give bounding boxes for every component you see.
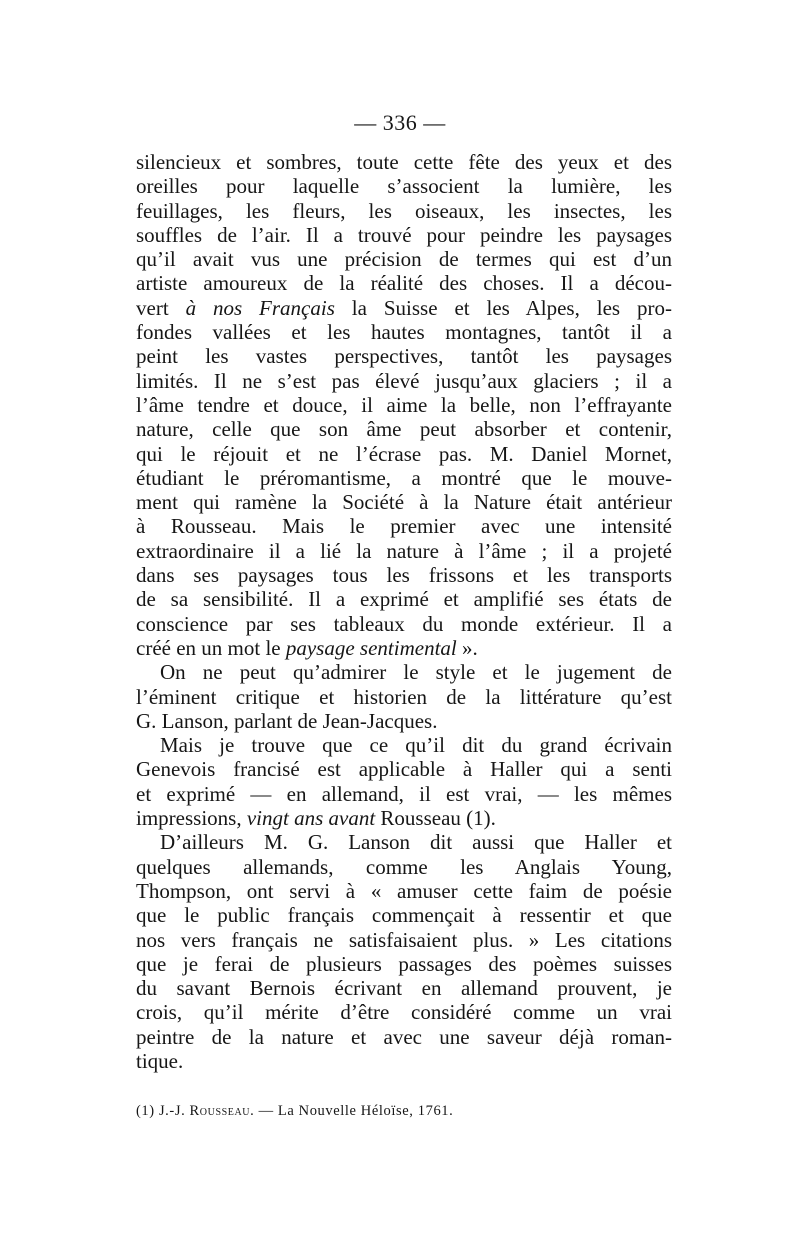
text-segment: oreilles pour laquelle s’associent la lumière, les: [136, 174, 672, 199]
text-line: [136, 1000, 672, 1024]
text-segment: nos vers français ne satisfaisaient plus. » Les citations: [136, 927, 672, 952]
text-line: [136, 271, 672, 295]
text-segment: créé en un mot le: [136, 635, 286, 660]
text-segment: que je ferai de plusieurs passages des poèmes suisses: [136, 951, 672, 976]
footnote-separator: . —: [250, 1103, 278, 1119]
text-line: [136, 1025, 672, 1049]
text-line: [136, 928, 672, 952]
italic-text: vingt ans avant: [246, 806, 376, 831]
footnote-work: La Nouvelle Héloïse, 1761.: [277, 1103, 454, 1119]
text-segment: silencieux et sombres, toute cette fête des yeux et des: [136, 150, 672, 174]
italic-text: à nos Français: [185, 295, 335, 320]
text-segment: extraordinaire il a lié la nature à l’âme ; il a projeté: [136, 538, 672, 563]
text-segment: artiste amoureux de la réalité des choses. Il a décou-: [136, 271, 672, 296]
text-segment: Thompson, ont servi à « amuser cette faim de poésie: [136, 878, 672, 903]
text-segment: vert: [136, 295, 186, 320]
text-segment: D’ailleurs M. G. Lanson dit aussi que Haller et: [160, 830, 672, 855]
text-line: [136, 903, 672, 927]
text-line: [136, 344, 672, 368]
page-number: — 336 —: [354, 110, 446, 135]
text-line: [136, 685, 672, 709]
text-line: [136, 976, 672, 1000]
text-segment: Genevois francisé est applicable à Haller qui a senti: [136, 757, 672, 782]
text-segment: l’éminent critique et historien de la littérature qu’est: [136, 684, 672, 709]
text-segment: peint les vastes perspectives, tantôt les paysages: [136, 344, 672, 369]
text-line: [136, 174, 672, 198]
text-segment: fondes vallées et les hautes montagnes, tantôt il a: [136, 320, 672, 345]
text-segment: G. Lanson, parlant de Jean-Jacques.: [136, 708, 438, 733]
text-line: [136, 612, 672, 636]
text-line: [136, 539, 672, 563]
text-line: [136, 393, 672, 417]
text-segment: tique.: [136, 1048, 184, 1073]
text-segment: qu’il avait vus une précision de termes qui est d’un: [136, 247, 672, 272]
text-line: [136, 296, 672, 320]
text-segment: dans ses paysages tous les frissons et les transports: [136, 563, 672, 588]
text-segment: conscience par ses tableaux du monde extérieur. Il a: [136, 611, 672, 636]
text-segment: la Suisse et les Alpes, les pro-: [334, 295, 672, 320]
text-line: [136, 587, 672, 611]
footnote-marker: (1): [136, 1103, 159, 1119]
text-segment: étudiant le préromantisme, a montré que le mouve-: [136, 465, 672, 490]
text-line: [136, 879, 672, 903]
footnote: [136, 1101, 453, 1121]
text-line: [136, 733, 672, 757]
text-line: [136, 709, 672, 733]
text-line: [136, 660, 672, 684]
text-segment: peintre de la nature et avec une saveur déjà roman-: [136, 1024, 672, 1049]
text-line: [136, 490, 672, 514]
italic-text: paysage sentimental: [285, 635, 457, 660]
text-segment: Mais je trouve que ce qu’il dit du grand écrivain: [160, 733, 672, 758]
text-segment: et exprimé — en allemand, il est vrai, — les mêmes: [136, 781, 672, 806]
text-line: [136, 223, 672, 247]
text-line: [136, 320, 672, 344]
text-line: [136, 199, 672, 223]
text-line: [136, 369, 672, 393]
text-segment: souffles de l’air. Il a trouvé pour peindre les paysages: [136, 222, 672, 247]
text-line: [136, 442, 672, 466]
text-line: [136, 757, 672, 781]
text-line: [136, 855, 672, 879]
text-line: [136, 830, 672, 854]
footnote-author: J.-J. Rousseau: [158, 1103, 251, 1119]
text-line: [136, 806, 672, 830]
text-segment: On ne peut qu’admirer le style et le jugement de: [160, 660, 672, 685]
text-segment: que le public français commençait à ressentir et que: [136, 903, 672, 928]
text-line: [136, 466, 672, 490]
text-segment: limités. Il ne s’est pas élevé jusqu’aux glaciers ; il a: [136, 368, 672, 393]
text-segment: qui le réjouit et ne l’écrase pas. M. Daniel Mornet,: [136, 441, 672, 466]
text-line: [136, 563, 672, 587]
text-segment: du savant Bernois écrivant en allemand prouvent, je: [136, 976, 672, 1001]
text-line: [136, 514, 672, 538]
text-segment: Rousseau (1).: [375, 806, 496, 831]
text-line: [136, 1049, 672, 1073]
text-line: [136, 952, 672, 976]
text-segment: ment qui ramène la Société à la Nature était antérieur: [136, 490, 672, 515]
text-segment: impressions,: [136, 806, 247, 831]
text-line: [136, 417, 672, 441]
text-segment: à Rousseau. Mais le premier avec une intensité: [136, 514, 672, 539]
body-text: [136, 150, 672, 1073]
text-segment: quelques allemands, comme les Anglais Young,: [136, 854, 672, 879]
text-segment: de sa sensibilité. Il a exprimé et amplifié ses états de: [136, 587, 672, 612]
text-segment: ».: [456, 635, 478, 660]
text-segment: feuillages, les fleurs, les oiseaux, les insectes, les: [136, 198, 672, 223]
text-line: [136, 150, 672, 174]
text-line: [136, 247, 672, 271]
text-line: [136, 782, 672, 806]
text-segment: crois, qu’il mérite d’être considéré comme un vrai: [136, 1000, 672, 1025]
text-segment: l’âme tendre et douce, il aime la belle, non l’effrayante: [136, 392, 672, 417]
text-line: [136, 636, 672, 660]
text-segment: nature, celle que son âme peut absorber et contenir,: [136, 417, 672, 442]
